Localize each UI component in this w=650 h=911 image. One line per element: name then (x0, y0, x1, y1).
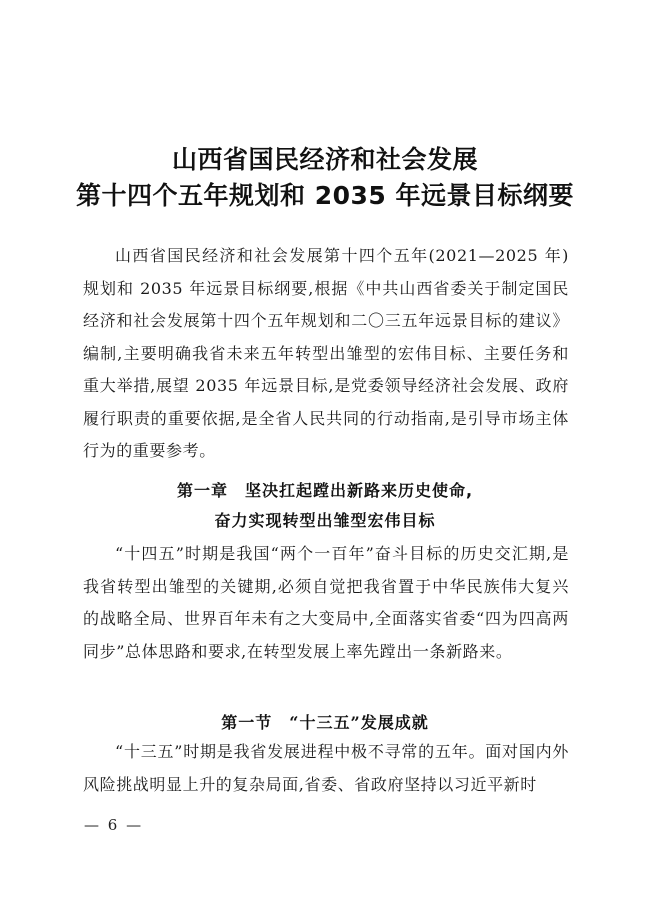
chapter-paragraph: “十四五”时期是我国“两个一百年”奋斗目标的历史交汇期,是我省转型出雏型的关键期,必须自觉把我省置于中华民族伟大复兴的战略全局、世界百年未有之大变局中,全面落实省委“四为四高两同步”总体思路和要求,在转型发展上率先蹚出一条新路来。 (83, 544, 569, 661)
section-heading: 第一节 “十三五”发展成就 (221, 713, 429, 732)
chapter-heading-line-2: 奋力实现转型出雏型宏伟目标 (214, 511, 436, 530)
page-number: — 6 — (84, 816, 144, 834)
intro-paragraph: 山西省国民经济和社会发展第十四个五年(2021—2025 年)规划和 2035 年远景目标纲要,根据《中共山西省委关于制定国民经济和社会发展第十四个五年规划和二〇三五年远景目标的建议》编制,主要明确我省未来五年转型出雏型的宏伟目标、主要任务和重大举措,展望 2035 年远景目标,是党委领导经济社会发展、政府履行职责的重要依据,是全省人民共同的行动指南,是引导市场主体行为的重要参考。 (83, 246, 569, 460)
chapter-heading-line-1: 第一章 坚决扛起蹚出新路来历史使命, (176, 481, 474, 500)
document-title-line-2: 第十四个五年规划和 2035 年远景目标纲要 (76, 181, 574, 210)
section-paragraph: “十三五”时期是我省发展进程中极不寻常的五年。面对国内外风险挑战明显上升的复杂局面,省委、省政府坚持以习近平新时 (83, 742, 569, 794)
document-title-line-1: 山西省国民经济和社会发展 (171, 145, 478, 174)
